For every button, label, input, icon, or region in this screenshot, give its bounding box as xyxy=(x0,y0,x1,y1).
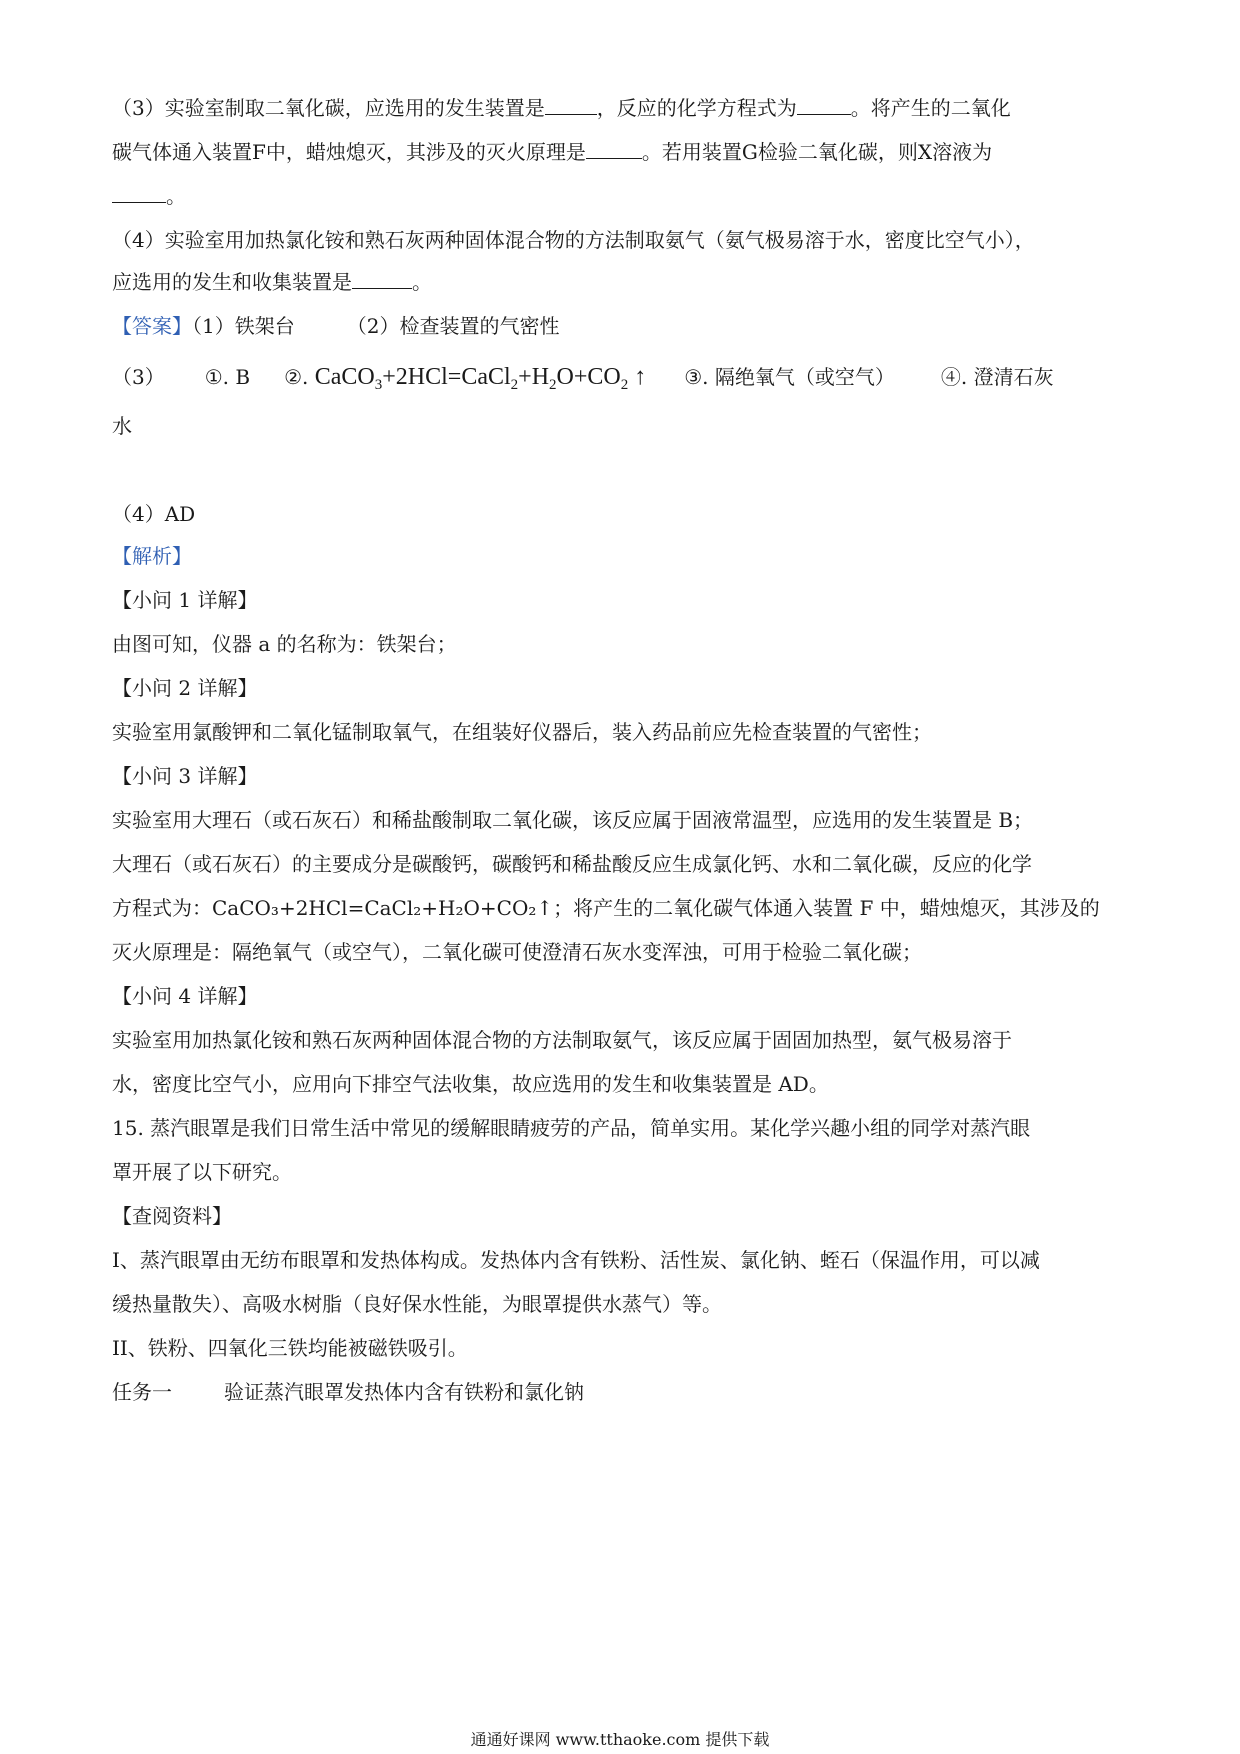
reference-title: 【查阅资料】 xyxy=(112,1204,232,1228)
answer-line-3: 水 xyxy=(112,414,132,438)
q4-line-1: （4）实验室用加热氯化铵和熟石灰两种固体混合物的方法制取氨气（氨气极易溶于水，密度比空气小）， xyxy=(112,228,1035,252)
blank xyxy=(586,140,642,159)
q3-line-3: 。 xyxy=(112,182,1132,210)
q3-line-1: （3）实验室制取二氧化碳，应选用的发生装置是 ，反应的化学方程式为 。将产生的二氧化 xyxy=(112,96,1011,120)
sub3-line-3: 方程式为：CaCO₃+2HCl=CaCl₂+H₂O+CO₂↑；将产生的二氧化碳气体通入装置 F 中，蜡烛熄灭，其涉及的 xyxy=(112,896,1100,920)
answer-label: 【答案】 xyxy=(112,314,192,338)
sub4-title: 【小问 4 详解】 xyxy=(112,984,258,1008)
reference-item-1-cont: 缓热量散失）、高吸水树脂（良好保水性能，为眼罩提供水蒸气）等。 xyxy=(112,1292,722,1316)
gas-arrow-icon: ↑ xyxy=(634,364,647,390)
sub3-line-1: 实验室用大理石（或石灰石）和稀盐酸制取二氧化碳，该反应属于固液常温型，应选用的发生装置是 B； xyxy=(112,808,1034,832)
reference-item-2: II、铁粉、四氧化三铁均能被磁铁吸引。 xyxy=(112,1336,468,1360)
answer-line-2: （3） ①. B ②. $CaCO_3+2HCl=CaCl_2+H_2O+CO_2$ ↑ ③. 隔绝氧气（或空气） ④. 澄清石灰 xyxy=(112,364,1054,393)
q15-line-1: 15. 蒸汽眼罩是我们日常生活中常见的缓解眼睛疲劳的产品，简单实用。某化学兴趣小组的同学对蒸汽眼 xyxy=(112,1116,1031,1140)
sub1-title: 【小问 1 详解】 xyxy=(112,588,258,612)
answer-line-4: （4）AD xyxy=(112,502,196,526)
footer-watermark: 通通好课网 www.tthaoke.com 提供下载 xyxy=(470,1730,770,1749)
blank xyxy=(797,96,851,115)
task-one: 任务一 验证蒸汽眼罩发热体内含有铁粉和氯化钠 xyxy=(112,1380,584,1404)
sub3-line-4: 灭火原理是：隔绝氧气（或空气），二氧化碳可使澄清石灰水变浑浊，可用于检验二氧化碳； xyxy=(112,940,922,964)
blank xyxy=(545,96,597,115)
sub3-title: 【小问 3 详解】 xyxy=(112,764,258,788)
sub1-text: 由图可知，仪器 a 的名称为：铁架台； xyxy=(112,632,457,656)
sub3-line-2: 大理石（或石灰石）的主要成分是碳酸钙，碳酸钙和稀盐酸反应生成氯化钙、水和二氧化碳，反应的化学 xyxy=(112,852,1032,876)
sub4-line-2: 水，密度比空气小，应用向下排空气法收集，故应选用的发生和收集装置是 AD。 xyxy=(112,1072,829,1096)
blank xyxy=(352,270,412,289)
chemical-equation: $CaCO_3+2HCl=CaCl_2+H_2O+CO_2$ ↑ xyxy=(314,364,647,393)
sub4-line-1: 实验室用加热氯化铵和熟石灰两种固体混合物的方法制取氨气，该反应属于固固加热型，氨气极易溶于 xyxy=(112,1028,1012,1052)
q15-line-2: 罩开展了以下研究。 xyxy=(112,1160,292,1184)
sub2-text: 实验室用氯酸钾和二氧化锰制取氧气，在组装好仪器后，装入药品前应先检查装置的气密性； xyxy=(112,720,932,744)
analysis-label: 【解析】 xyxy=(112,544,192,568)
answer-line-1: 【答案】（1）铁架台 （2）检查装置的气密性 xyxy=(112,314,560,338)
sub2-title: 【小问 2 详解】 xyxy=(112,676,258,700)
q3-line-2: 碳气体通入装置F中，蜡烛熄灭，其涉及的灭火原理是 。若用装置G检验二氧化碳，则X溶液为 xyxy=(112,140,993,164)
q4-line-2: 应选用的发生和收集装置是 。 xyxy=(112,270,432,294)
reference-item-1: I、蒸汽眼罩由无纺布眼罩和发热体构成。发热体内含有铁粉、活性炭、氯化钠、蛭石（保温作用，可以减 xyxy=(112,1248,1040,1272)
blank xyxy=(112,184,166,203)
